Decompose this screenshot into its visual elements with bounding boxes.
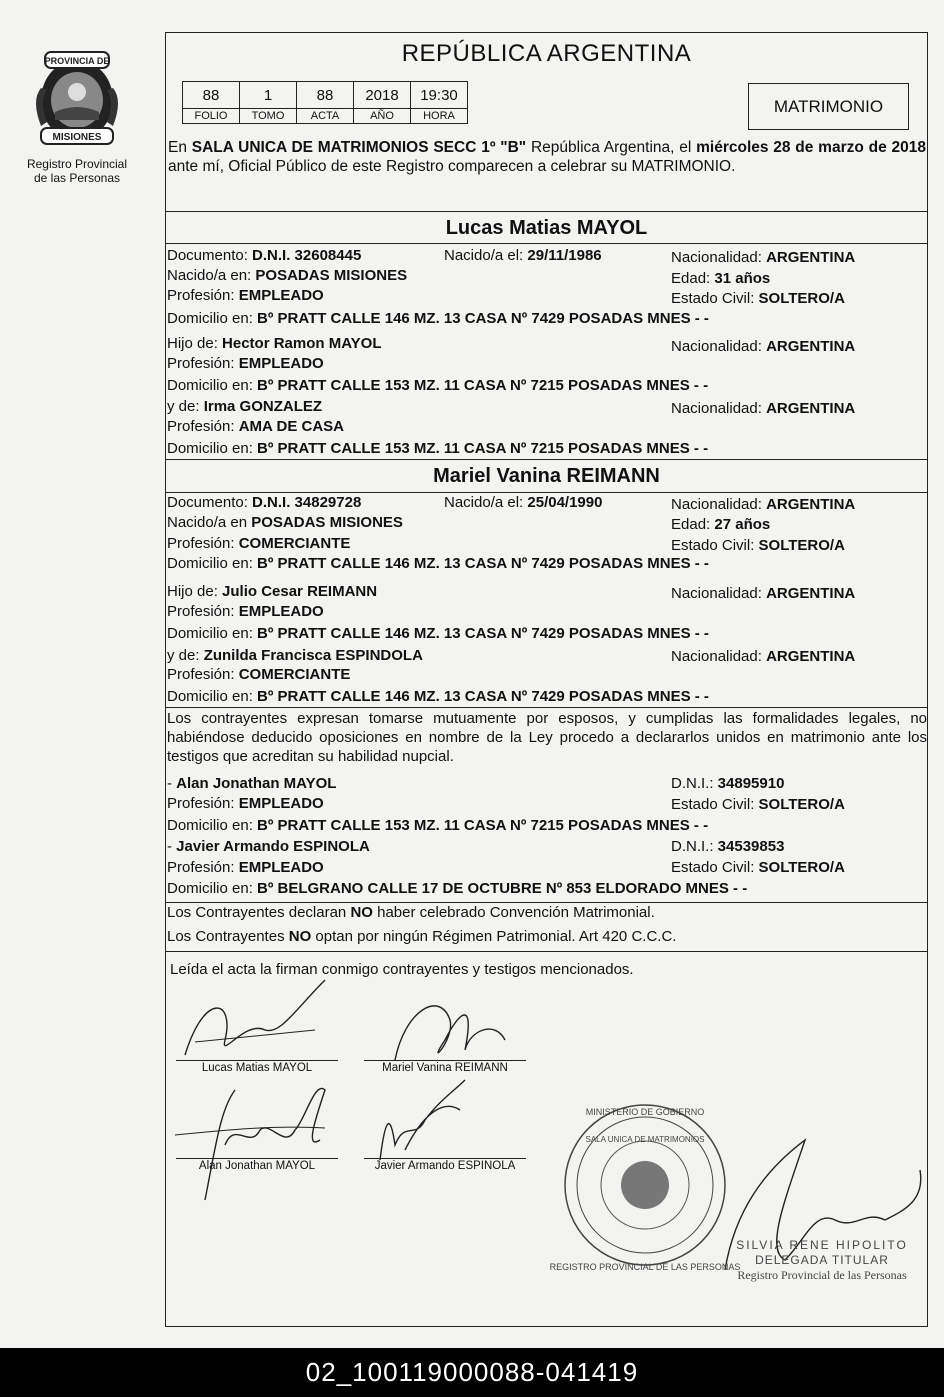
divider — [165, 902, 928, 903]
spouse1-document: Documento: D.N.I. 32608445 — [167, 247, 362, 264]
official-stamp — [722, 1238, 922, 1283]
intro-office: SALA UNICA DE MATRIMONIOS SECC 1º "B" — [191, 139, 527, 156]
spouse1-father-nationality: Nacionalidad: ARGENTINA — [671, 338, 856, 355]
witness2-signature-label: Javier Armando ESPINOLA — [374, 1160, 516, 1172]
spouse2-father-profession: Profesión: EMPLEADO — [167, 603, 324, 620]
witness1-dni: D.N.I.: 34895910 — [671, 775, 785, 792]
spouse1-birthdate: Nacido/a el: 29/11/1986 — [444, 247, 602, 264]
divider — [165, 459, 928, 460]
acta-value: 88 — [297, 82, 354, 109]
spouse1-address: Domicilio en: Bº PRATT CALLE 146 MZ. 13 CASA Nº 7429 POSADAS MNES - - — [167, 310, 709, 327]
spouse2-profession: Profesión: COMERCIANTE — [167, 535, 351, 552]
seal-top-text: PROVINCIA DE — [44, 56, 110, 66]
seal-emblem-icon — [621, 1161, 669, 1209]
divider — [165, 211, 928, 212]
witness1-address: Domicilio en: Bº PRATT CALLE 153 MZ. 11 CASA Nº 7215 POSADAS MNES - - — [167, 817, 709, 834]
logo-caption-line2: de las Personas — [33, 171, 121, 185]
spouse2-father-address: Domicilio en: Bº PRATT CALLE 146 MZ. 13 CASA Nº 7429 POSADAS MNES - - — [167, 625, 709, 642]
witness1-name: - Alan Jonathan MAYOL — [167, 775, 337, 792]
intro-date: miércoles 28 de marzo de 2018 — [696, 139, 926, 156]
logo-caption — [14, 157, 140, 185]
witness2-signature-line — [364, 1158, 526, 1159]
spouse2-birthdate: Nacido/a el: 25/04/1990 — [444, 494, 603, 511]
spouse1-signature-line — [176, 1060, 338, 1061]
spouse1-father: Hijo de: Hector Ramon MAYOL — [167, 335, 382, 352]
spouse2-nationality: Nacionalidad: ARGENTINA — [671, 496, 856, 513]
spouse2-signature-line — [364, 1060, 526, 1061]
spouse1-father-profession: Profesión: EMPLEADO — [167, 355, 324, 372]
witness1-signature-line — [176, 1158, 338, 1159]
spouse2-document: Documento: D.N.I. 34829728 — [167, 494, 362, 511]
footer-code: 02_100119000088-041419 — [0, 1348, 944, 1397]
record-header-table — [182, 81, 468, 124]
spouse2-mother-address: Domicilio en: Bº PRATT CALLE 146 MZ. 13 CASA Nº 7429 POSADAS MNES - - — [167, 688, 709, 705]
spouse2-mother-nationality: Nacionalidad: ARGENTINA — [671, 648, 856, 665]
witness1-civil-status: Estado Civil: SOLTERO/A — [671, 796, 845, 813]
tomo-value: 1 — [240, 82, 297, 109]
logo-caption-line1: Registro Provincial — [26, 157, 128, 171]
tomo-label: TOMO — [240, 109, 297, 124]
spouse1-mother-address: Domicilio en: Bº PRATT CALLE 153 MZ. 11 CASA Nº 7215 POSADAS MNES - - — [167, 440, 709, 457]
spouse2-mother-profession: Profesión: COMERCIANTE — [167, 666, 351, 683]
intro-paragraph — [168, 138, 926, 176]
year-value: 2018 — [354, 82, 411, 109]
spouse2-mother: y de: Zunilda Francisca ESPINDOLA — [167, 647, 423, 664]
spouse1-father-address: Domicilio en: Bº PRATT CALLE 153 MZ. 11 CASA Nº 7215 POSADAS MNES - - — [167, 377, 709, 394]
spouse2-father-nationality: Nacionalidad: ARGENTINA — [671, 585, 856, 602]
spouse1-age: Edad: 31 años — [671, 270, 771, 287]
divider — [165, 243, 928, 244]
registry-logo — [14, 48, 140, 185]
spouse2-signature — [395, 1006, 505, 1060]
declaration-paragraph: Los contrayentes expresan tomarse mutuamente por esposos, y cumplidas las formalidades legales, no habiéndose deducido oposiciones en nombre de la Ley procedo a declararlos unidos en matrimonio ante los testigos que acreditan su habilidad nupcial. — [167, 710, 927, 765]
seal-outer-text: REGISTRO PROVINCIAL DE LAS PERSONAS — [549, 1262, 741, 1272]
spouse2-birthplace: Nacido/a en POSADAS MISIONES — [167, 514, 403, 531]
witness2-civil-status: Estado Civil: SOLTERO/A — [671, 859, 845, 876]
spouse1-mother-nationality: Nacionalidad: ARGENTINA — [671, 400, 856, 417]
seal-bottom-text: MISIONES — [52, 132, 102, 143]
spouse1-signature — [195, 1030, 315, 1042]
spouse1-birthplace: Nacido/a en: POSADAS MISIONES — [167, 267, 408, 284]
intro-part1: En — [168, 139, 192, 156]
spouse2-father: Hijo de: Julio Cesar REIMANN — [167, 583, 378, 600]
spouse2-civil-status: Estado Civil: SOLTERO/A — [671, 537, 845, 554]
spouse1-nationality: Nacionalidad: ARGENTINA — [671, 249, 856, 266]
spouse1-name: Lucas Matias MAYOL — [445, 217, 648, 239]
witness2-profession: Profesión: EMPLEADO — [167, 859, 324, 876]
witness1-profession: Profesión: EMPLEADO — [167, 795, 324, 812]
spouse1-mother-profession: Profesión: AMA DE CASA — [167, 418, 344, 435]
province-seal-icon — [27, 48, 127, 148]
hour-label: HORA — [411, 109, 468, 124]
spouse1-profession: Profesión: EMPLEADO — [167, 287, 324, 304]
intro-part2: República Argentina, el — [526, 139, 697, 156]
official-registry: Registro Provincial de las Personas — [737, 1268, 907, 1282]
spouse2-name: Mariel Vanina REIMANN — [433, 465, 660, 487]
divider — [165, 492, 928, 493]
divider — [165, 951, 928, 952]
spouse1-signature-label: Lucas Matias MAYOL — [201, 1062, 313, 1074]
seal-inner-text: MINISTERIO DE GOBIERNO — [585, 1107, 705, 1117]
official-title: DELEGADA TITULAR — [755, 1253, 889, 1267]
convention-statement: Los Contrayentes declaran NO haber celebrado Convención Matrimonial. — [167, 904, 655, 921]
spouse1-mother: y de: Irma GONZALEZ — [167, 398, 323, 415]
spouse2-age: Edad: 27 años — [671, 516, 771, 533]
witness1-signature — [205, 1088, 325, 1200]
folio-value: 88 — [183, 82, 240, 109]
spouse2-address: Domicilio en: Bº PRATT CALLE 146 MZ. 13 CASA Nº 7429 POSADAS MNES - - — [167, 555, 709, 572]
divider — [165, 707, 928, 708]
witness1-signature-label: Alan Jonathan MAYOL — [198, 1160, 316, 1172]
spouse1-civil-status: Estado Civil: SOLTERO/A — [671, 290, 845, 307]
spouse2-signature-label: Mariel Vanina REIMANN — [382, 1062, 508, 1074]
spouse1-signature — [185, 980, 325, 1055]
document-type-box: MATRIMONIO — [748, 83, 909, 130]
witness2-dni: D.N.I.: 34539853 — [671, 838, 785, 855]
witness2-name: - Javier Armando ESPINOLA — [167, 838, 370, 855]
folio-label: FOLIO — [183, 109, 240, 124]
witness2-signature — [380, 1080, 465, 1160]
witness2-address: Domicilio en: Bº BELGRANO CALLE 17 DE OCTUBRE Nº 853 ELDORADO MNES - - — [167, 880, 748, 897]
regime-statement: Los Contrayentes NO optan por ningún Régimen Patrimonial. Art 420 C.C.C. — [167, 928, 677, 945]
year-label: AÑO — [354, 109, 411, 124]
document-title: REPÚBLICA ARGENTINA — [401, 40, 692, 67]
official-name: SILVIA RENE HIPOLITO — [736, 1238, 908, 1252]
hour-value: 19:30 — [411, 82, 468, 109]
witness1-signature — [175, 1127, 325, 1135]
intro-part3: ante mí, Oficial Público de este Registro comparecen a celebrar su MATRIMONIO. — [168, 158, 736, 175]
closing-statement: Leída el acta la firman conmigo contrayentes y testigos mencionados. — [170, 961, 634, 978]
acta-label: ACTA — [297, 109, 354, 124]
seal-center-text: SALA UNICA DE MATRIMONIOS — [585, 1135, 705, 1144]
